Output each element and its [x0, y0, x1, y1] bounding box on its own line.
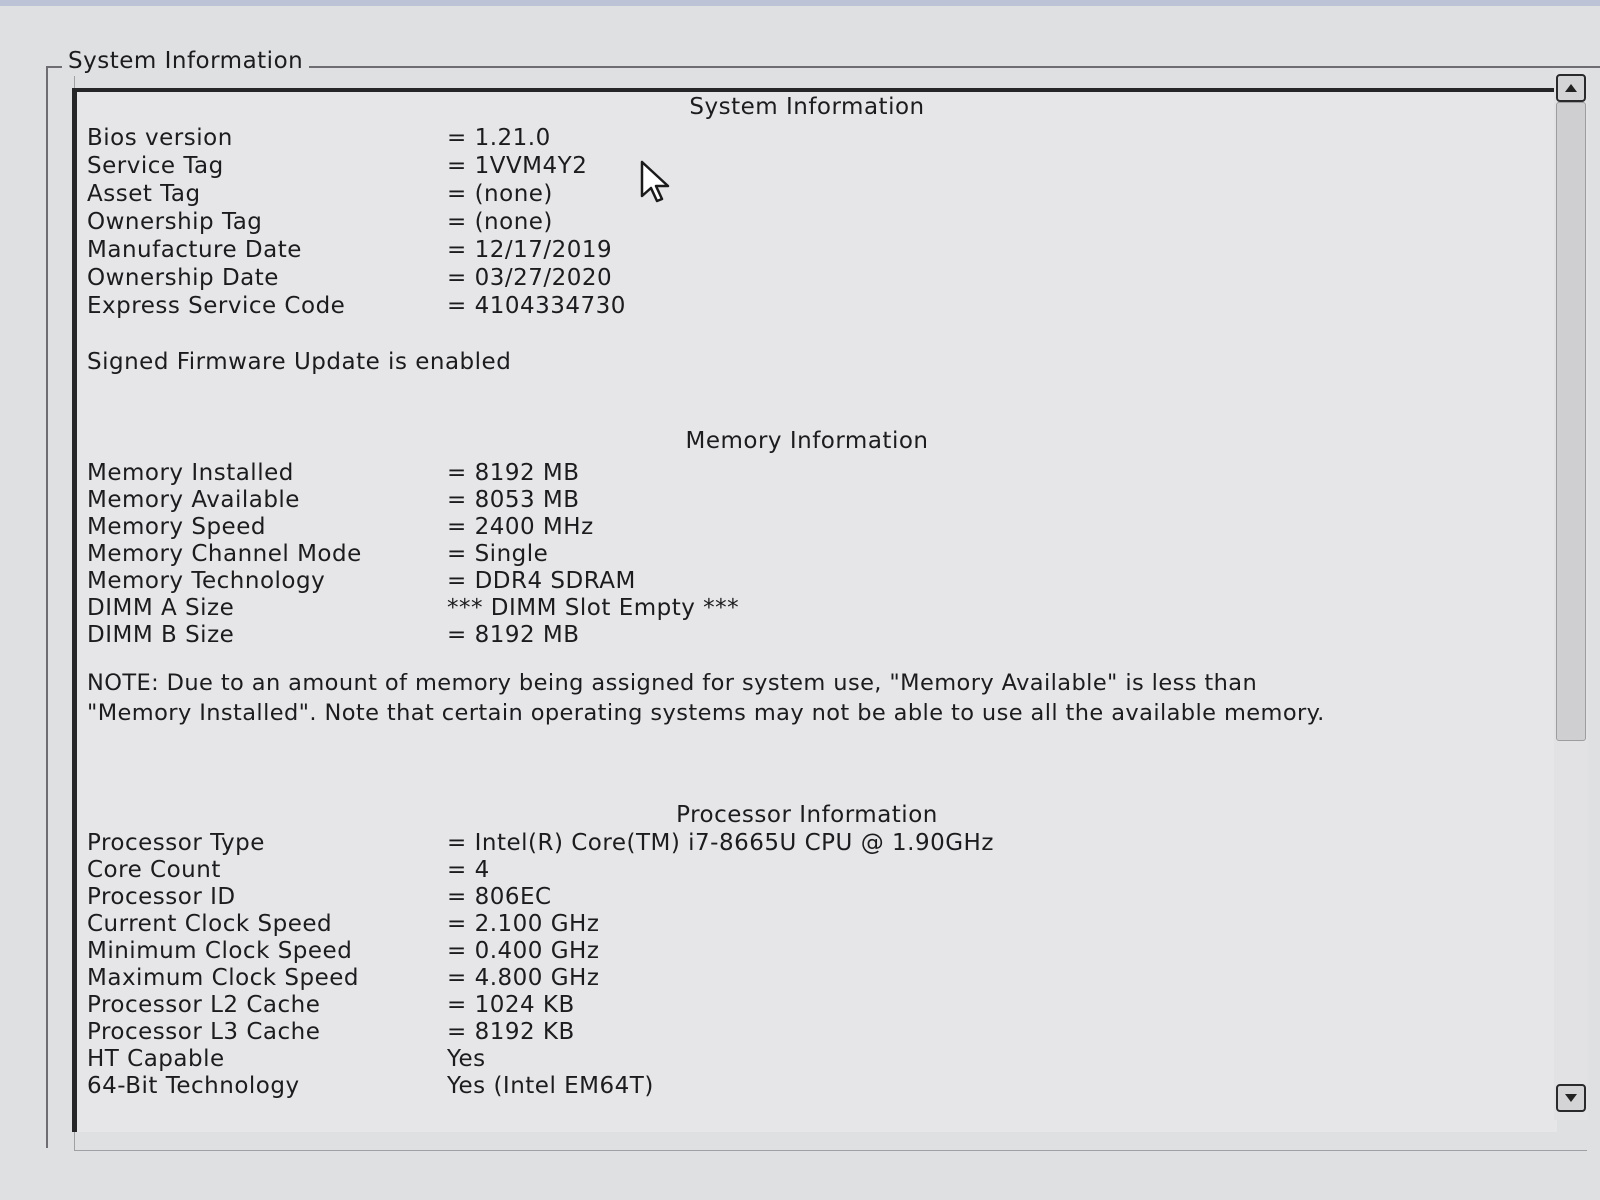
row-value: = 8053 MB — [447, 487, 580, 513]
row-label: Memory Speed — [87, 514, 266, 540]
row-value: = 0.400 GHz — [447, 938, 600, 964]
scroll-thumb[interactable] — [1556, 102, 1586, 741]
mouse-pointer-icon — [640, 160, 674, 204]
row-value: Yes (Intel EM64T) — [447, 1073, 654, 1099]
row-value: = 4 — [447, 857, 490, 883]
vertical-scrollbar[interactable] — [1554, 70, 1588, 1120]
row-value: = (none) — [447, 209, 553, 235]
row-value: Yes — [447, 1046, 486, 1072]
scroll-down-button[interactable] — [1556, 1084, 1586, 1112]
info-panel[interactable] — [72, 88, 1557, 1132]
scroll-up-button[interactable] — [1556, 74, 1586, 102]
row-label: Processor L2 Cache — [87, 992, 321, 1018]
triangle-down-icon — [1564, 1093, 1578, 1103]
row-value: = 8192 KB — [447, 1019, 575, 1045]
row-label: Minimum Clock Speed — [87, 938, 353, 964]
window-top-strip — [0, 0, 1600, 6]
row-label: Current Clock Speed — [87, 911, 333, 937]
row-label: Bios version — [87, 125, 233, 151]
row-label: Asset Tag — [87, 181, 201, 207]
row-value: = 1.21.0 — [447, 125, 551, 151]
row-value: = (none) — [447, 181, 553, 207]
triangle-up-icon — [1564, 83, 1578, 93]
row-value: = 806EC — [447, 884, 552, 910]
row-label: Processor L3 Cache — [87, 1019, 321, 1045]
row-label: Memory Channel Mode — [87, 541, 362, 567]
memory-note: NOTE: Due to an amount of memory being assigned for system use, "Memory Available" is less than "Memory Installed". Note that certain operating systems may not be able to use all the available memory. — [87, 670, 1325, 726]
row-label: Express Service Code — [87, 293, 346, 319]
row-label: Memory Available — [87, 487, 300, 513]
row-label: Ownership Tag — [87, 209, 263, 235]
processor-info-heading: Processor Information — [676, 802, 938, 828]
row-label: DIMM B Size — [87, 622, 235, 648]
row-value: = 4.800 GHz — [447, 965, 600, 991]
row-value: = Single — [447, 541, 549, 567]
row-label: HT Capable — [87, 1046, 225, 1072]
signed-firmware-status: Signed Firmware Update is enabled — [87, 349, 512, 375]
row-value: *** DIMM Slot Empty *** — [447, 595, 740, 621]
row-value: = 1VVM4Y2 — [447, 153, 588, 179]
row-value: = 8192 MB — [447, 622, 580, 648]
row-label: Ownership Date — [87, 265, 279, 291]
memory-info-heading: Memory Information — [685, 428, 929, 454]
row-label: Memory Technology — [87, 568, 326, 594]
row-value: = Intel(R) Core(TM) i7-8665U CPU @ 1.90GHz — [447, 830, 994, 856]
row-label: Processor Type — [87, 830, 265, 856]
row-label: Maximum Clock Speed — [87, 965, 360, 991]
row-label: DIMM A Size — [87, 595, 235, 621]
row-value: = 03/27/2020 — [447, 265, 613, 291]
row-label: Memory Installed — [87, 460, 294, 486]
row-value: = 1024 KB — [447, 992, 575, 1018]
row-label: Processor ID — [87, 884, 236, 910]
row-value: = DDR4 SDRAM — [447, 568, 636, 594]
row-value: = 4104334730 — [447, 293, 626, 319]
row-value: = 12/17/2019 — [447, 237, 613, 263]
row-label: Manufacture Date — [87, 237, 302, 263]
row-value: = 2400 MHz — [447, 514, 594, 540]
row-label: 64-Bit Technology — [87, 1073, 300, 1099]
row-label: Service Tag — [87, 153, 224, 179]
row-value: = 8192 MB — [447, 460, 580, 486]
group-box-title: System Information — [62, 48, 309, 74]
row-value: = 2.100 GHz — [447, 911, 600, 937]
system-info-heading: System Information — [689, 94, 925, 120]
row-label: Core Count — [87, 857, 221, 883]
